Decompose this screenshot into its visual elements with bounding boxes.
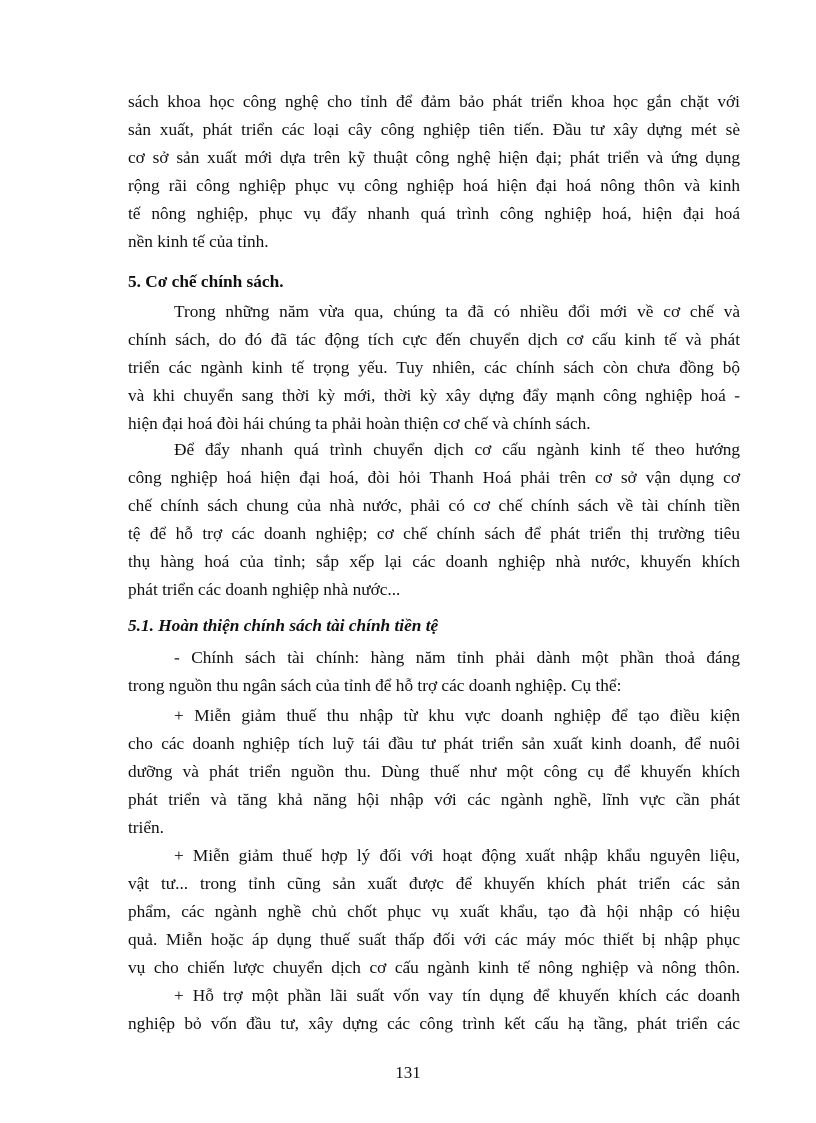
text-line: triển các ngành kinh tế trọng yếu. Tuy nhiên, các chính sách còn chưa đồng bộ: [128, 358, 740, 377]
text-line: + Miễn giảm thuế thu nhập từ khu vực doanh nghiệp để tạo điều kiện: [174, 706, 740, 725]
text-line: Để đẩy nhanh quá trình chuyển dịch cơ cấu ngành kinh tế theo hướng: [174, 440, 740, 459]
text-line: vật tư... trong tỉnh cũng sản xuất được để khuyến khích phát triển các sản: [128, 874, 740, 893]
text-line: hiện đại hoá đòi hái chúng ta phải hoàn thiện cơ chế và chính sách.: [128, 414, 591, 433]
text-line: Trong những năm vừa qua, chúng ta đã có nhiều đổi mới về cơ chế và: [174, 302, 740, 321]
text-line: trong nguồn thu ngân sách của tỉnh để hỗ trợ các doanh nghiệp. Cụ thể:: [128, 676, 622, 695]
text-line: nghiệp bỏ vốn đầu tư, xây dựng các công trình kết cấu hạ tầng, phát triển các: [128, 1014, 740, 1033]
text-line: chính sách, do đó đã tác động tích cực đến chuyển dịch cơ cấu kinh tế và phát: [128, 330, 740, 349]
page-number: 131: [395, 1063, 421, 1082]
text-line: thụ hàng hoá của tỉnh; sắp xếp lại các doanh nghiệp nhà nước, khuyến khích: [128, 552, 740, 571]
text-line: chế chính sách chung của nhà nước, phải có cơ chế chính sách về tài chính tiền: [128, 496, 740, 515]
text-line: phẩm, các ngành nghề chủ chốt phục vụ xuất khẩu, tạo đà hội nhập có hiệu: [128, 902, 740, 921]
section-heading-5-1: 5.1. Hoàn thiện chính sách tài chính tiền tệ: [128, 616, 439, 635]
text-line: + Hỗ trợ một phần lãi suất vốn vay tín dụng để khuyến khích các doanh: [174, 986, 740, 1005]
text-line: và khi chuyển sang thời kỳ mới, thời kỳ xây dựng đẩy mạnh công nghiệp hoá -: [128, 386, 740, 405]
paragraph-import-export-tax: [128, 842, 740, 982]
text-line: phát triển các doanh nghiệp nhà nước...: [128, 580, 401, 599]
text-line: sản xuất, phát triển các loại cây công nghiệp tiên tiến. Đầu tư xây dựng mét sè: [128, 120, 740, 139]
text-line: phát triển và tăng khả năng hội nhập với các ngành nghề, lĩnh vực cần phát: [128, 790, 740, 809]
text-line: triển.: [128, 818, 164, 837]
paragraph-interest-support: [128, 982, 740, 1038]
paragraph-financial-policy: [128, 644, 740, 700]
text-line: quả. Miễn hoặc áp dụng thuế suất thấp đối với các máy móc thiết bị nhập phục: [128, 930, 740, 949]
paragraph-tax-exemption: [128, 702, 740, 842]
paragraph-science-policy: [128, 88, 740, 256]
text-line: sách khoa học công nghệ cho tỉnh để đảm bảo phát triển khoa học gắn chặt với: [128, 92, 740, 111]
paragraph-policy-overview: [128, 298, 740, 438]
text-line: tệ để hỗ trợ các doanh nghiệp; cơ chế chính sách để phát triển thị trường tiêu: [128, 524, 740, 543]
text-line: rộng rãi công nghiệp phục vụ công nghiệp hoá hiện đại hoá nông thôn và kinh: [128, 176, 740, 195]
text-line: cho các doanh nghiệp tích luỹ tái đầu tư phát triển sản xuất kinh doanh, để nuôi: [128, 734, 740, 753]
text-line: vụ cho chiến lược chuyển dịch cơ cấu ngành kinh tế nông nghiệp và nông thôn.: [128, 958, 740, 977]
paragraph-restructuring: [128, 436, 740, 604]
text-line: + Miễn giảm thuế hợp lý đối với hoạt động xuất nhập khẩu nguyên liệu,: [174, 846, 740, 865]
text-line: tế nông nghiệp, phục vụ đẩy nhanh quá trình công nghiệp hoá, hiện đại hoá: [128, 204, 740, 223]
section-heading-5: 5. Cơ chế chính sách.: [128, 272, 284, 291]
text-line: công nghiệp hoá hiện đại hoá, đòi hỏi Thanh Hoá phải trên cơ sở vận dụng cơ: [128, 468, 740, 487]
text-line: cơ sở sản xuất mới dựa trên kỹ thuật công nghệ hiện đại; phát triển và ứng dụng: [128, 148, 740, 167]
text-line: dưỡng và phát triển nguồn thu. Dùng thuế như một công cụ để khuyến khích: [128, 762, 740, 781]
text-line: nền kinh tế của tỉnh.: [128, 232, 269, 251]
text-line: - Chính sách tài chính: hàng năm tỉnh phải dành một phần thoả đáng: [174, 648, 740, 667]
